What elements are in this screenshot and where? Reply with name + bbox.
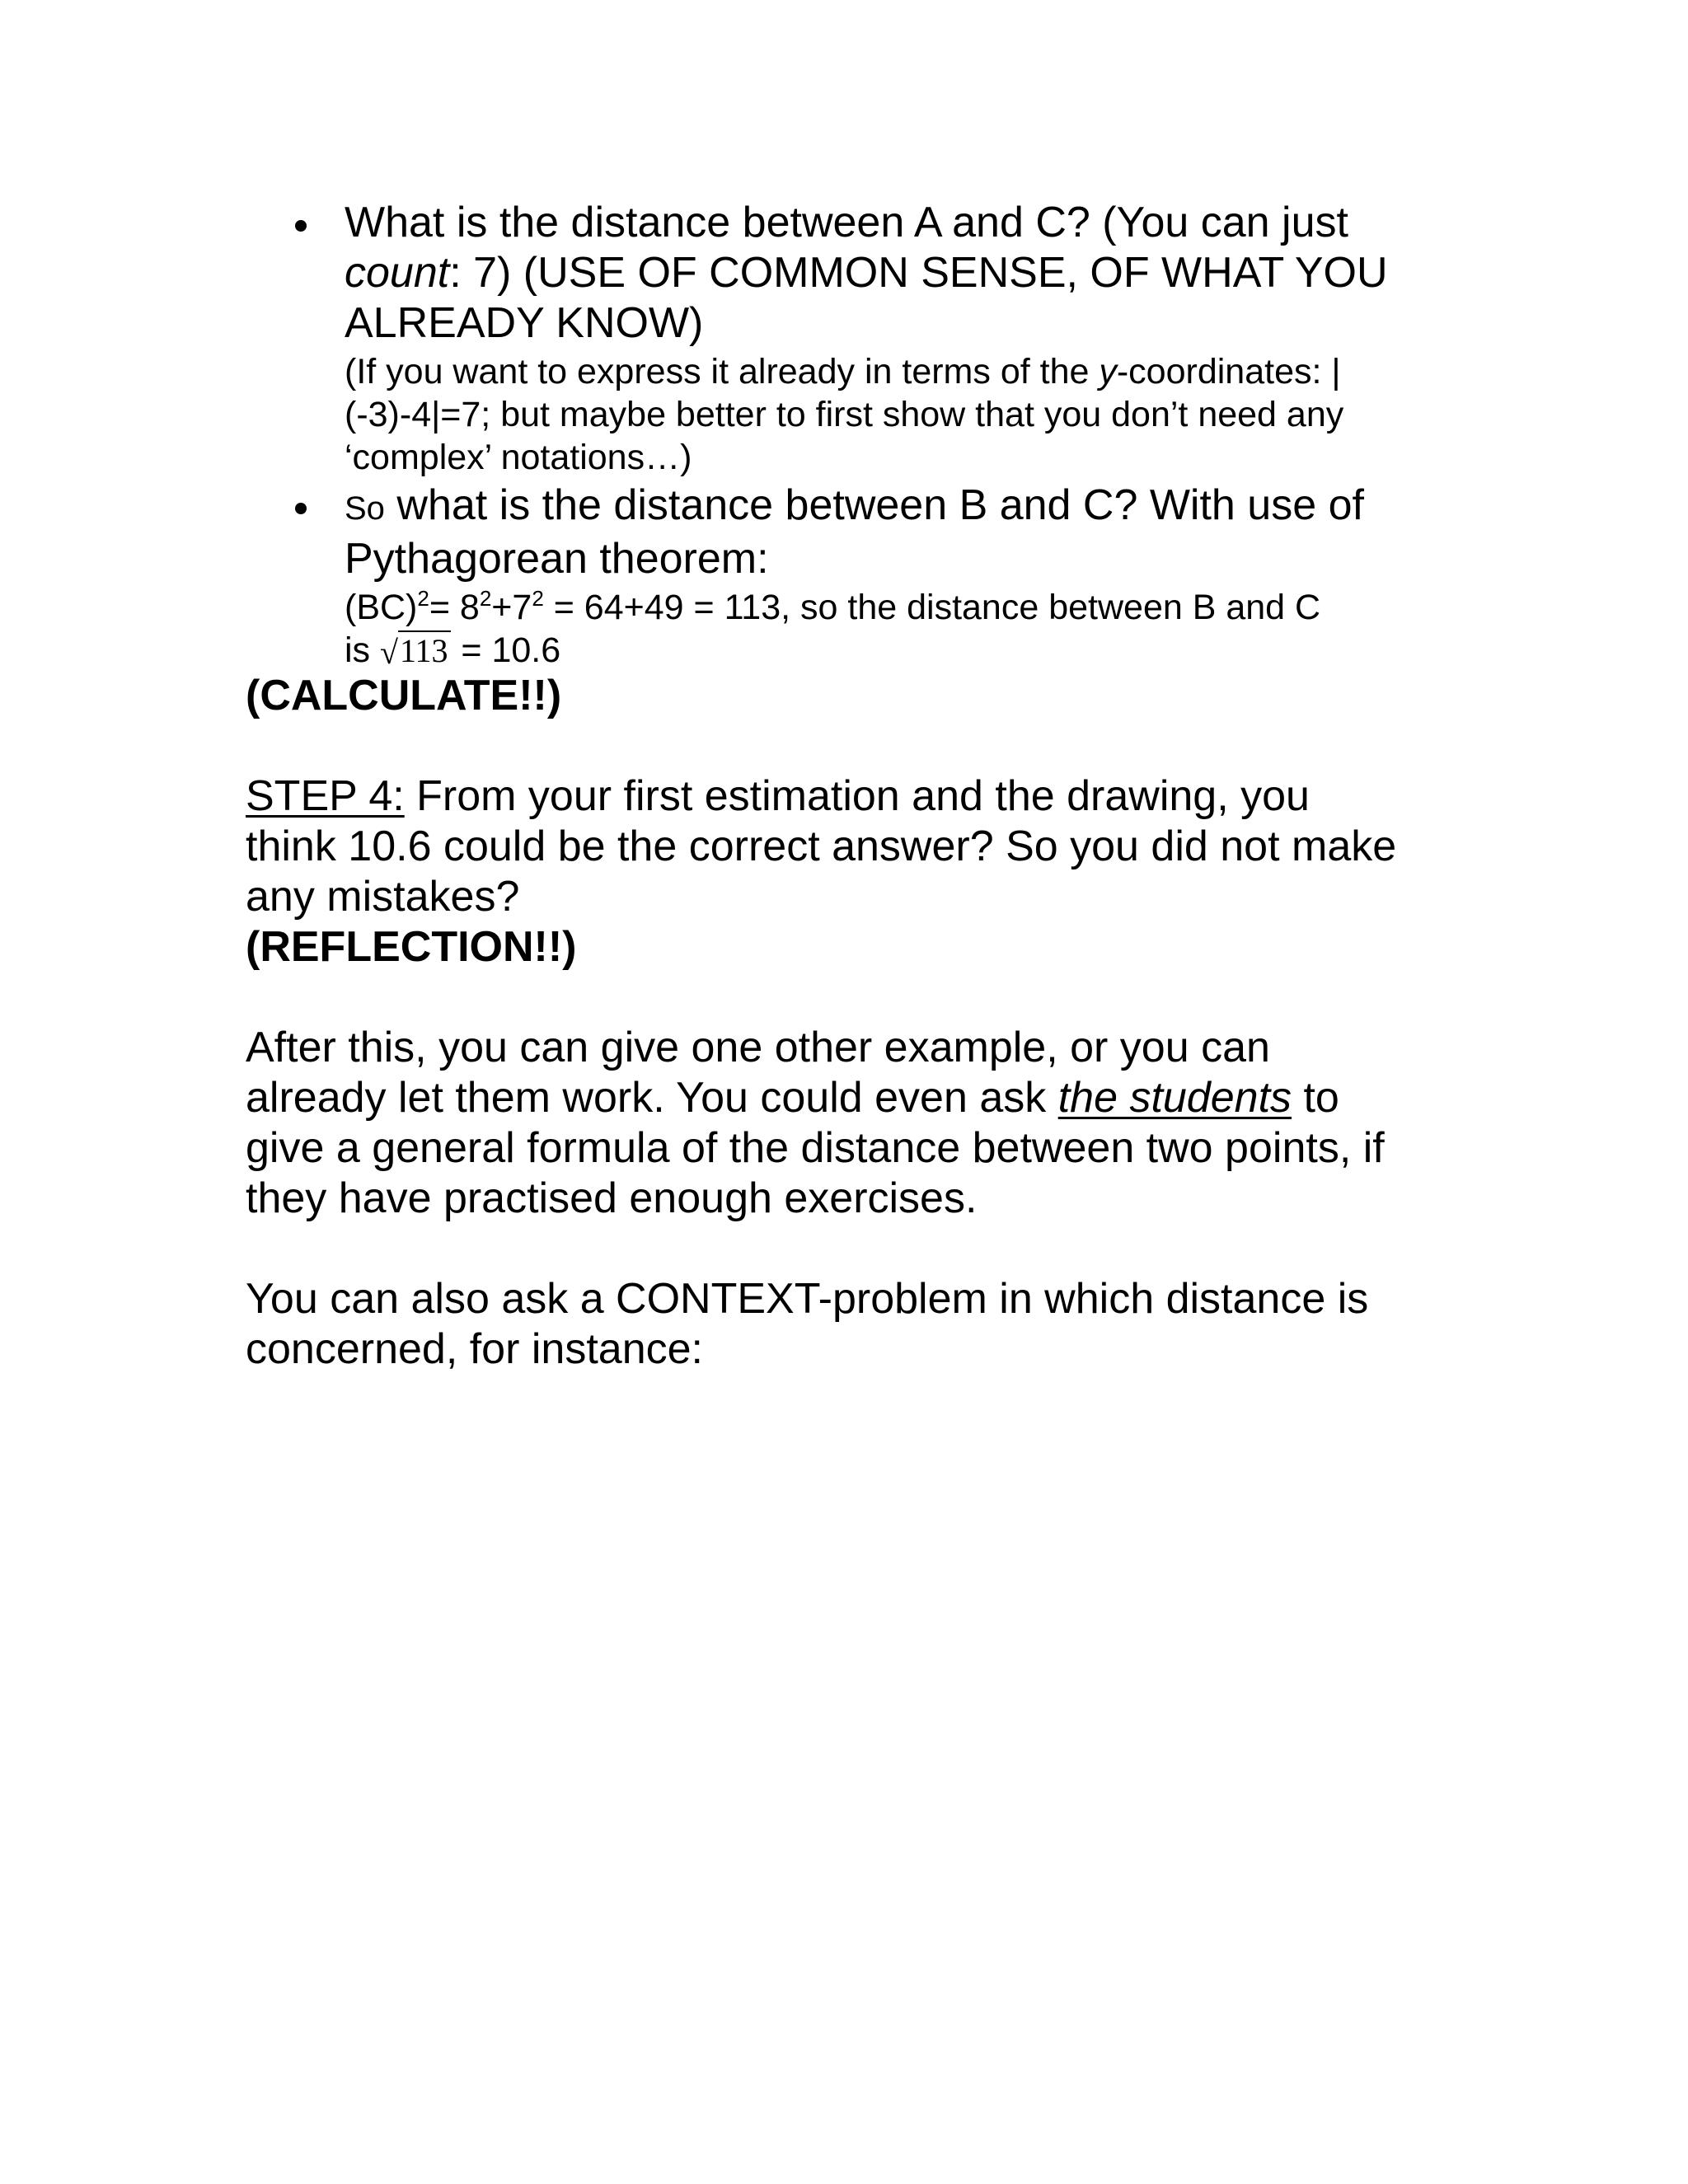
- pythagorean-calculation: [345, 586, 1449, 629]
- so-word: So: [345, 490, 385, 527]
- context-line2: concerned, for instance:: [246, 1325, 703, 1373]
- superscript: 2: [532, 586, 544, 611]
- result-line: [345, 629, 1449, 673]
- after-line3: give a general formula of the distance between two points, if: [246, 1124, 1385, 1172]
- bullet1-line1: What is the distance between A and C? (You can just: [345, 199, 1348, 246]
- the-students-emphasis: the students: [1057, 1074, 1292, 1122]
- step4-label: STEP 4:: [246, 772, 405, 820]
- after-this-paragraph: [246, 1023, 1465, 1224]
- superscript: 2: [479, 586, 492, 611]
- radical-sign-icon: √: [380, 634, 398, 671]
- calculate-heading: (CALCULATE!!): [246, 672, 562, 719]
- note-text: -coordinates: |: [1116, 352, 1341, 391]
- is-word: is: [345, 630, 380, 670]
- square-root: [380, 630, 451, 673]
- sqrt-radicand: 113: [398, 630, 452, 669]
- result-value: = 10.6: [451, 630, 561, 670]
- after-line2-text: already let them work. You could even ask: [246, 1074, 1058, 1122]
- bullet1-line3: ALREADY KNOW): [345, 299, 704, 347]
- after-line1: After this, you can give one other example, or you can: [246, 1024, 1270, 1071]
- step4-line3: any mistakes?: [246, 873, 520, 921]
- calc-text: (BC): [345, 588, 418, 627]
- count-word: count: [345, 249, 450, 297]
- step4-line1: [246, 771, 1465, 822]
- bullet2-line2: Pythagorean theorem:: [345, 535, 769, 583]
- after-line4: they have practised enough exercises.: [246, 1174, 978, 1222]
- bullet1-line2: [345, 248, 1449, 298]
- bullet1-note-line2: (-3)-4|=7; but maybe better to first show that you don’t need any: [345, 395, 1344, 434]
- calc-text: = 8: [429, 588, 480, 627]
- bullet1-note-line3: ‘complex’ notations…): [345, 438, 692, 477]
- calc-text: = 64+49 = 113, so the distance between B and C: [543, 588, 1321, 627]
- bullet-dot: [295, 503, 307, 514]
- bullet-item-distance-bc: [345, 480, 1449, 673]
- bullet1-line2-rest: : 7) (USE OF COMMON SENSE, OF WHAT YOU: [449, 249, 1388, 297]
- after-line2: [246, 1073, 1465, 1123]
- step4-paragraph: [246, 771, 1465, 922]
- context-line1: You can also ask a CONTEXT-problem in which distance is: [246, 1275, 1369, 1323]
- calc-text: +7: [491, 588, 532, 627]
- step4-line1-rest: From your first estimation and the drawing, you: [404, 772, 1310, 820]
- reflection-heading: (REFLECTION!!): [246, 923, 577, 971]
- context-paragraph: [246, 1274, 1465, 1375]
- bullet2-line1-rest: what is the distance between B and C? With use of: [384, 481, 1364, 529]
- superscript: 2: [417, 586, 429, 611]
- after-line2-text: to: [1292, 1074, 1339, 1122]
- step4-line2: think 10.6 could be the correct answer? So you did not make: [246, 823, 1397, 870]
- bullet1-note-line1: [345, 350, 1449, 393]
- bullet-dot: [295, 220, 307, 232]
- note-text: (If you want to express it already in terms of the: [345, 352, 1100, 391]
- bullet-item-distance-ac: [345, 198, 1449, 479]
- bullet2-line1: [345, 480, 1449, 534]
- y-variable: y: [1099, 352, 1117, 391]
